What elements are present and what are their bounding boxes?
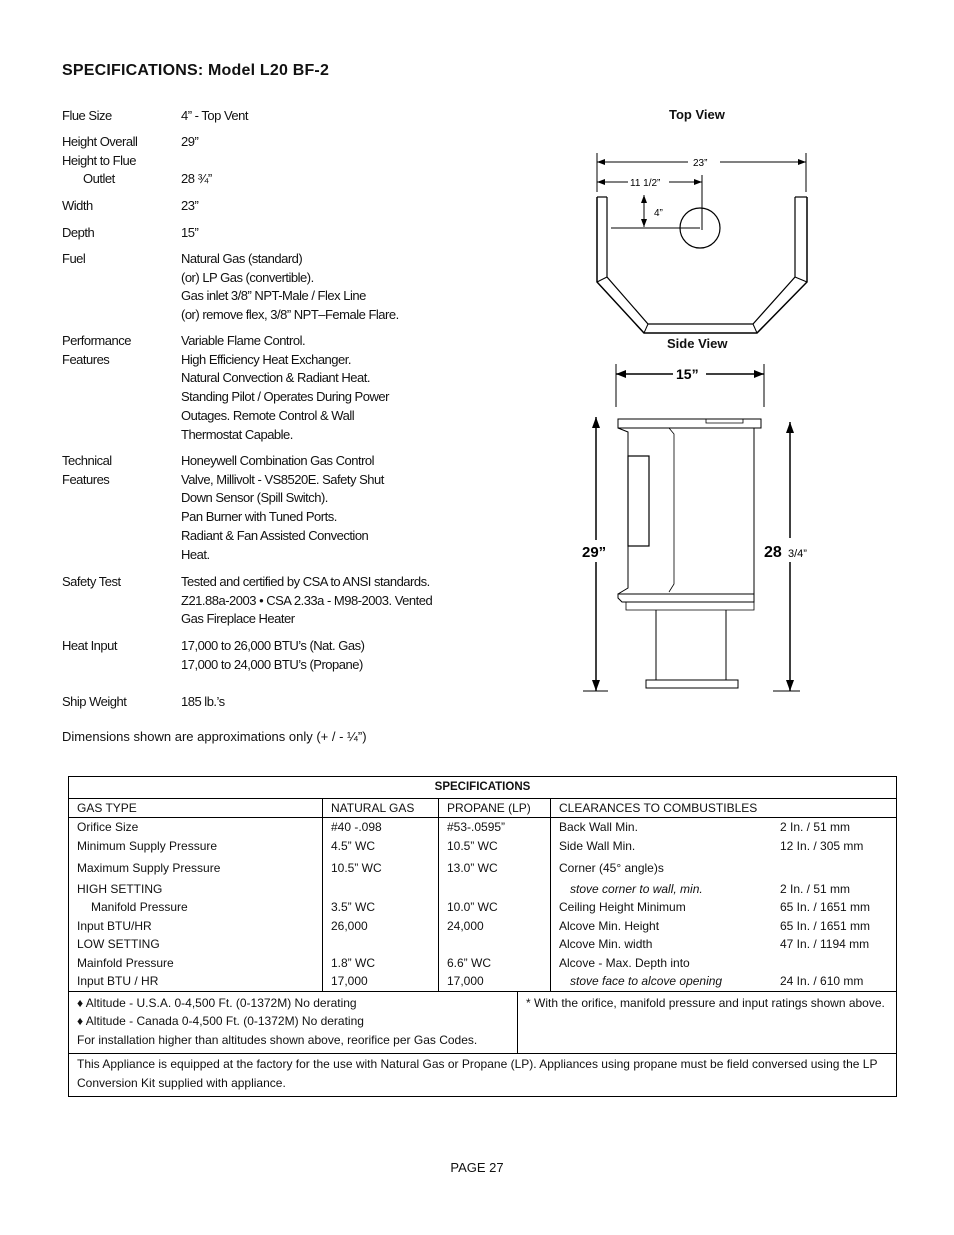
side-depth-label: 15” (676, 366, 699, 382)
clearance-labels: Back Wall Min. Side Wall Min. Corner (45° angle)s stove corner to wall, min. Ceiling Height Minimum Alcove Min. Height Alcove Min. width Alcove - Max. Depth into stove face to alcove opening (551, 818, 773, 992)
col-propane: PROPANE (LP) (439, 798, 551, 818)
specifications-table (68, 776, 897, 1097)
altitude-notes: ♦ Altitude - U.S.A. 0-4,500 Ft. (0-1372M) No derating ♦ Altitude - Canada 0-4,500 Ft. (0-1372M) No derating For installation higher than altitudes shown above, reorifice per Gas Codes. (69, 992, 518, 1054)
side-flue-label: 28 (764, 544, 782, 561)
spec-value: 23” (181, 198, 199, 213)
spec-value: Natural Gas (standard) (or) LP Gas (convertible). Gas inlet 3/8” NPT-Male / Flex Line (or) remove flex, 3/8” NPT–Female Flare. (181, 251, 399, 323)
clearance-values: 2 In. / 51 mm 12 In. / 305 mm 2 In. / 51 mm 65 In. / 1651 mm 65 In. / 1651 mm 47 In. / 1194 mm 24 In. / 610 mm (772, 818, 897, 992)
spec-value: 185 lb.’s (181, 694, 225, 709)
spec-label: Safety Test (62, 574, 121, 589)
side-flue-frac-label: 3/4” (788, 548, 807, 560)
spec-label: Height Overall Height to Flue Outlet (62, 134, 138, 187)
spec-label: Fuel (62, 251, 86, 266)
spec-label: Width (62, 198, 93, 213)
spec-value: Honeywell Combination Gas Control Valve, Millivolt - VS8520E. Safety Shut Down Sensor (Spill Switch). Pan Burner with Tuned Ports. Radiant & Fan Assisted Convection Heat. (181, 453, 384, 562)
top-width-label: 23” (693, 158, 708, 169)
side-view-diagram (578, 362, 818, 697)
natural-gas-values: #40 -.098 4.5” WC 10.5” WC 3.5” WC 26,000 1.8” WC 17,000 (323, 818, 439, 992)
dimensions-note: Dimensions shown are approximations only (+ / - ¼”) (62, 729, 367, 744)
orifice-note: * With the orifice, manifold pressure and input ratings shown above. (526, 995, 885, 1010)
page-title: SPECIFICATIONS: Model L20 BF-2 (62, 62, 330, 79)
spec-value: Variable Flame Control. High Efficiency Heat Exchanger. Natural Convection & Radiant Heat. Standing Pilot / Operates During Power Outages. Remote Control & Wall Thermostat Capable. (181, 333, 389, 442)
spec-value: 4” - Top Vent (181, 108, 248, 123)
side-height-label: 29” (582, 544, 607, 561)
table-header: SPECIFICATIONS (69, 777, 897, 799)
top-view-diagram (580, 145, 820, 340)
spec-label: Heat Input (62, 638, 117, 653)
propane-values: #53-.0595” 10.5” WC 13.0” WC 10.0” WC 24,000 6.6” WC 17,000 (439, 818, 551, 992)
side-view-title: Side View (667, 336, 728, 351)
spec-value: Tested and certified by CSA to ANSI standards. Z21.88a-2003 • CSA 2.33a - M98-2003. Vented Gas Fireplace Heater (181, 574, 433, 627)
spec-value: 15” (181, 225, 199, 240)
col-clearances: CLEARANCES TO COMBUSTIBLES (551, 798, 897, 818)
spec-label: Depth (62, 225, 95, 240)
col-natural-gas: NATURAL GAS (323, 798, 439, 818)
spec-value: 17,000 to 26,000 BTU’s (Nat. Gas) 17,000 to 24,000 BTU’s (Propane) (181, 638, 365, 672)
page-number: PAGE 27 (450, 1160, 504, 1175)
top-view-title: Top View (669, 107, 725, 122)
spec-label: Ship Weight (62, 694, 127, 709)
top-flue-label: 4” (654, 208, 663, 219)
spec-label: Performance Features (62, 333, 131, 367)
gas-labels-cell: Orifice Size Minimum Supply Pressure Maximum Supply Pressure HIGH SETTING Manifold Pressure Input BTU/HR LOW SETTING Mainfold Pressure Input BTU / HR (69, 818, 323, 992)
footer-note: This Appliance is equipped at the factory for the use with Natural Gas or Propane (LP). Appliances using propane must be field conversed using the LP Conversion Kit supplied with appliance. (69, 1054, 897, 1097)
spec-value: 29” 28 ¾” (181, 134, 212, 187)
col-gas-type: GAS TYPE (69, 798, 323, 818)
spec-label: Technical Features (62, 453, 112, 487)
top-half-label: 11 1/2” (630, 178, 661, 189)
spec-label: Flue Size (62, 108, 112, 123)
